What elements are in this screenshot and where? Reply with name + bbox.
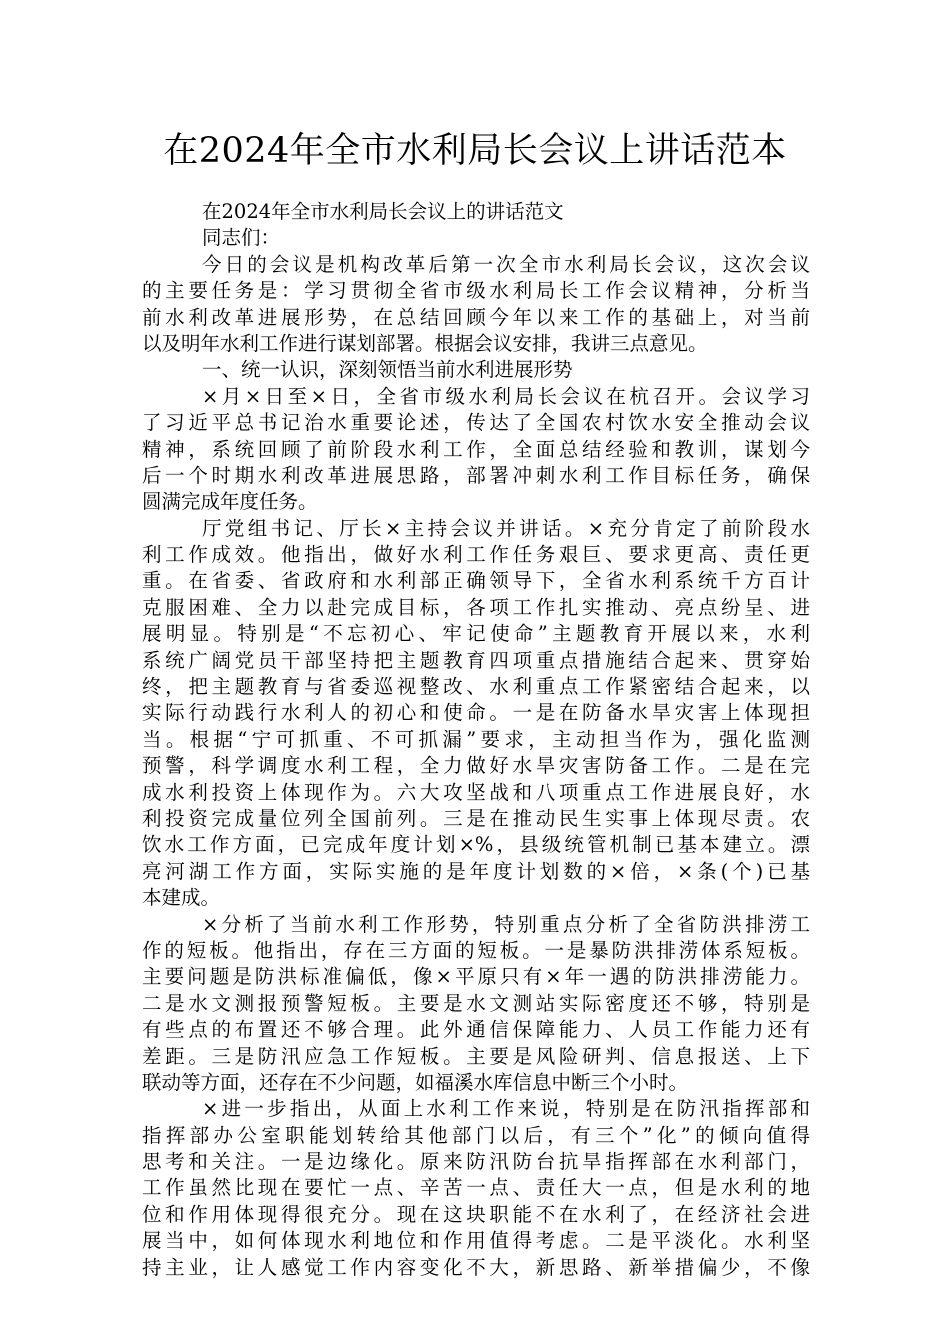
text-line: 亮河湖工作方面，实际实施的是年度计划数的×倍，×条(个)已基 bbox=[142, 859, 810, 883]
text-line: 饮水工作方面，已完成年度计划×%，县级统管机制已基本建立。漂 bbox=[142, 833, 810, 857]
text-line: 主要问题是防洪标准偏低，像×平原只有×年一遇的防洪排涝能力。 bbox=[142, 965, 810, 989]
text-line: 厅党组书记、厅长×主持会议并讲话。×充分肯定了前阶段水 bbox=[202, 516, 810, 540]
text-line: 同志们： bbox=[202, 226, 281, 250]
text-line: 展明显。特别是“不忘初心、牢记使命”主题教育开展以来，水利 bbox=[142, 622, 810, 646]
text-line: 系统广阔党员干部坚持把主题教育四项重点措施结合起来、贯穿始 bbox=[142, 648, 810, 672]
text-line: 实际行动践行水利人的初心和使命。一是在防备水旱灾害上体现担 bbox=[142, 701, 810, 725]
text-line: 联动等方面，还存在不少问题，如福溪水库信息中断三个小时。 bbox=[142, 1070, 689, 1094]
text-line: 在2024年全市水利局长会议上的讲话范文 bbox=[202, 200, 564, 223]
text-line: 的主要任务是：学习贯彻全省市级水利局长工作会议精神，分析当 bbox=[142, 279, 810, 303]
text-line: 本建成。 bbox=[142, 886, 221, 910]
text-line: 今日的会议是机构改革后第一次全市水利局长会议，这次会议 bbox=[202, 252, 810, 276]
text-line: 前水利改革进展形势，在总结回顾今年以来工作的基础上，对当前 bbox=[142, 305, 810, 329]
text-line: 持主业，让人感觉工作内容变化不大，新思路、新举措偏少，不像 bbox=[142, 1255, 810, 1279]
text-line: 指挥部办公室职能划转给其他部门以后，有三个”化”的倾向值得 bbox=[142, 1123, 810, 1147]
text-line: 重。在省委、省政府和水利部正确领导下，全省水利系统千方百计 bbox=[142, 569, 810, 593]
document-body bbox=[142, 199, 810, 1281]
text-line: 预警，科学调度水利工程，全力做好水旱灾害防备工作。二是在完 bbox=[142, 754, 810, 778]
text-line: 终，把主题教育与省委巡视整改、水利重点工作紧密结合起来，以 bbox=[142, 675, 810, 699]
text-line: 展当中，如何体现水利地位和作用值得考虑。二是平淡化。水利坚 bbox=[142, 1229, 810, 1253]
text-line: ×进一步指出，从面上水利工作来说，特别是在防汛指挥部和 bbox=[202, 1097, 810, 1121]
text-line: ×月×日至×日，全省市级水利局长会议在杭召开。会议学习 bbox=[202, 384, 810, 408]
text-line: 精神，系统回顾了前阶段水利工作，全面总结经验和教训，谋划今 bbox=[142, 437, 810, 461]
text-line: 差距。三是防汛应急工作短板。主要是风险研判、信息报送、上下 bbox=[142, 1044, 810, 1068]
text-line: 有些点的布置还不够合理。此外通信保障能力、人员工作能力还有 bbox=[142, 1018, 810, 1042]
text-line: 圆满完成年度任务。 bbox=[142, 490, 318, 514]
text-line: 思考和关注。一是边缘化。原来防汛防台抗旱指挥部在水利部门， bbox=[142, 1150, 810, 1174]
text-line: 作的短板。他指出，存在三方面的短板。一是暴防洪排涝体系短板。 bbox=[142, 938, 810, 962]
text-line: ×分析了当前水利工作形势，特别重点分析了全省防洪排涝工 bbox=[202, 912, 810, 936]
text-line: 二是水文测报预警短板。主要是水文测站实际密度还不够，特别是 bbox=[142, 991, 810, 1015]
document-title: 在2024年全市水利局长会议上讲话范本 bbox=[163, 131, 787, 171]
text-line: 一、统一认识，深刻领悟当前水利进展形势 bbox=[202, 358, 573, 382]
text-line: 位和作用体现得很充分。现在这块职能不在水利了，在经济社会进 bbox=[142, 1202, 810, 1226]
text-line: 克服困难、全力以赴完成目标，各项工作扎实推动、亮点纷呈、进 bbox=[142, 595, 810, 619]
text-line: 利投资完成量位列全国前列。三是在推动民生实事上体现尽责。农 bbox=[142, 806, 810, 830]
text-line: 后一个时期水利改革进展思路，部署冲刺水利工作目标任务，确保 bbox=[142, 463, 810, 487]
text-line: 以及明年水利工作进行谋划部署。根据会议安排，我讲三点意见。 bbox=[142, 331, 708, 355]
text-line: 利工作成效。他指出，做好水利工作任务艰巨、要求更高、责任更 bbox=[142, 543, 810, 567]
text-line: 成水利投资上体现作为。六大攻坚战和八项重点工作进展良好，水 bbox=[142, 780, 810, 804]
text-line: 当。根据“宁可抓重、不可抓漏”要求，主动担当作为，强化监测 bbox=[142, 727, 810, 751]
text-line: 工作虽然比现在要忙一点、辛苦一点、责任大一点，但是水利的地 bbox=[142, 1176, 810, 1200]
text-line: 了习近平总书记治水重要论述，传达了全国农村饮水安全推动会议 bbox=[142, 411, 810, 435]
